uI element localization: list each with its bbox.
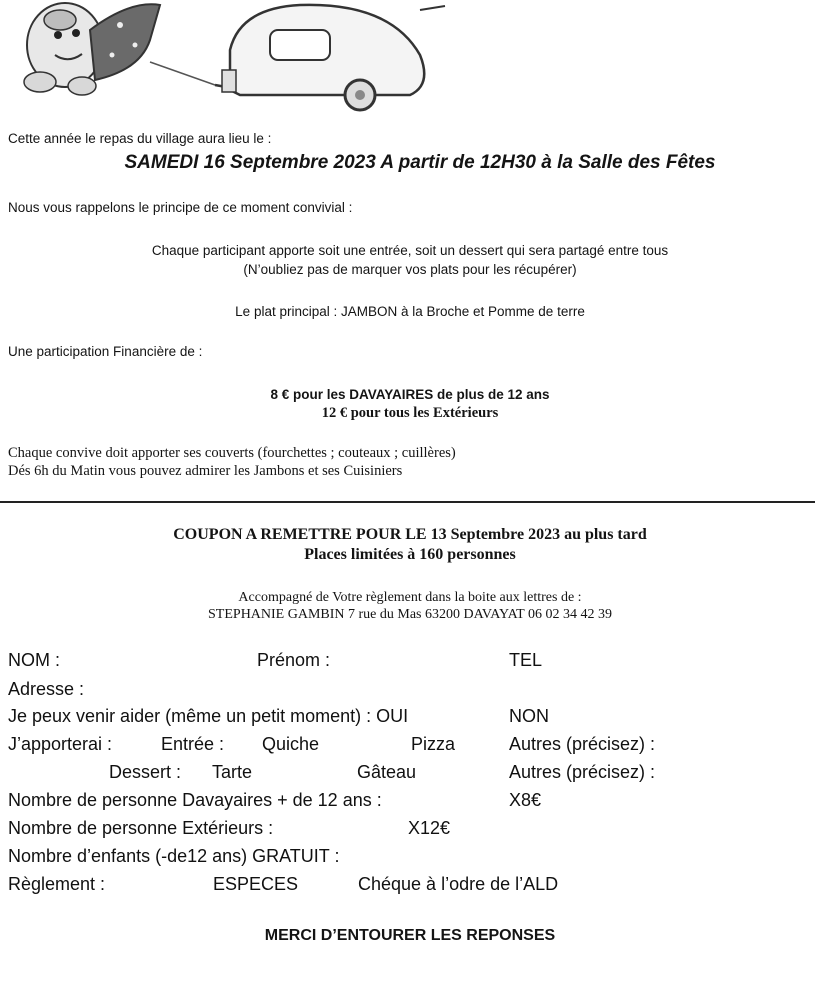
nb-davayaires-label: Nombre de personne Davayaires + de 12 ans : <box>8 790 382 810</box>
caravan-icon <box>215 5 445 110</box>
nb-enfants-label: Nombre d’enfants (-de12 ans) GRATUIT : <box>8 846 340 866</box>
payment-line-2: STEPHANIE GAMBIN 7 rue du Mas 63200 DAVAYAT 06 02 34 42 39 <box>208 607 612 622</box>
entree-autres: Autres (précisez) : <box>509 734 656 754</box>
apporterai-label: J’apporterai : <box>8 734 113 754</box>
coupon-limited: Places limitées à 160 personnes <box>304 546 516 563</box>
section-divider <box>0 501 815 503</box>
dessert-autres: Autres (précisez) : <box>509 762 656 782</box>
participation-line: Une participation Financière de : <box>8 344 203 359</box>
admire-line: Dés 6h du Matin vous pouvez admirer les Jambons et ses Cuisiniers <box>8 463 403 479</box>
option-quiche: Quiche <box>262 734 320 754</box>
tel-field-label: TEL <box>509 650 543 670</box>
price-davayaires: 8 € pour les DAVAYAIRES de plus de 12 ans <box>270 387 550 402</box>
cutlery-line: Chaque convive doit apporter ses couverts (fourchettes ; couteaux ; cuillères) <box>8 445 456 461</box>
coupon-title: COUPON A REMETTRE POUR LE 13 Septembre 2023 au plus tard <box>173 526 647 543</box>
price-exterieurs: 12 € pour tous les Extérieurs <box>321 405 499 421</box>
header-illustration <box>0 0 460 120</box>
reminder-line: Nous vous rappelons le principe de ce moment convivial : <box>8 200 353 215</box>
nom-field-label: NOM : <box>8 650 60 670</box>
dessert-label: Dessert : <box>109 762 182 782</box>
option-tarte: Tarte <box>212 762 253 782</box>
cartoon-character-icon <box>24 3 215 95</box>
main-dish-line: Le plat principal : JAMBON à la Broche et Pomme de terre <box>235 304 585 319</box>
prenom-field-label: Prénom : <box>257 650 331 670</box>
nb-exterieurs-label: Nombre de personne Extérieurs : <box>8 818 274 838</box>
principle-line-2: (N’oubliez pas de marquer vos plats pour les récupérer) <box>243 262 577 277</box>
price-x12: X12€ <box>408 818 451 838</box>
adresse-field-label: Adresse : <box>8 679 85 699</box>
payment-line-1: Accompagné de Votre règlement dans la boite aux lettres de : <box>238 590 582 605</box>
help-question: Je peux venir aider (même un petit moment) : OUI <box>8 706 409 726</box>
payment-cheque: Chéque à l’odre de l’ALD <box>358 874 559 894</box>
event-date-line: SAMEDI 16 Septembre 2023 A partir de 12H30 à la Salle des Fêtes <box>124 152 716 173</box>
help-option-non: NON <box>509 706 549 726</box>
option-gateau: Gâteau <box>357 762 417 782</box>
intro-line: Cette année le repas du village aura lieu le : <box>8 131 272 146</box>
option-pizza: Pizza <box>411 734 456 754</box>
footer-instruction: MERCI D’ENTOURER LES REPONSES <box>264 927 556 944</box>
entree-label: Entrée : <box>161 734 225 754</box>
reglement-label: Règlement : <box>8 874 106 894</box>
price-x8: X8€ <box>509 790 542 810</box>
principle-line-1: Chaque participant apporte soit une entrée, soit un dessert qui sera partagé entre tous <box>151 243 669 258</box>
payment-especes: ESPECES <box>213 874 299 894</box>
